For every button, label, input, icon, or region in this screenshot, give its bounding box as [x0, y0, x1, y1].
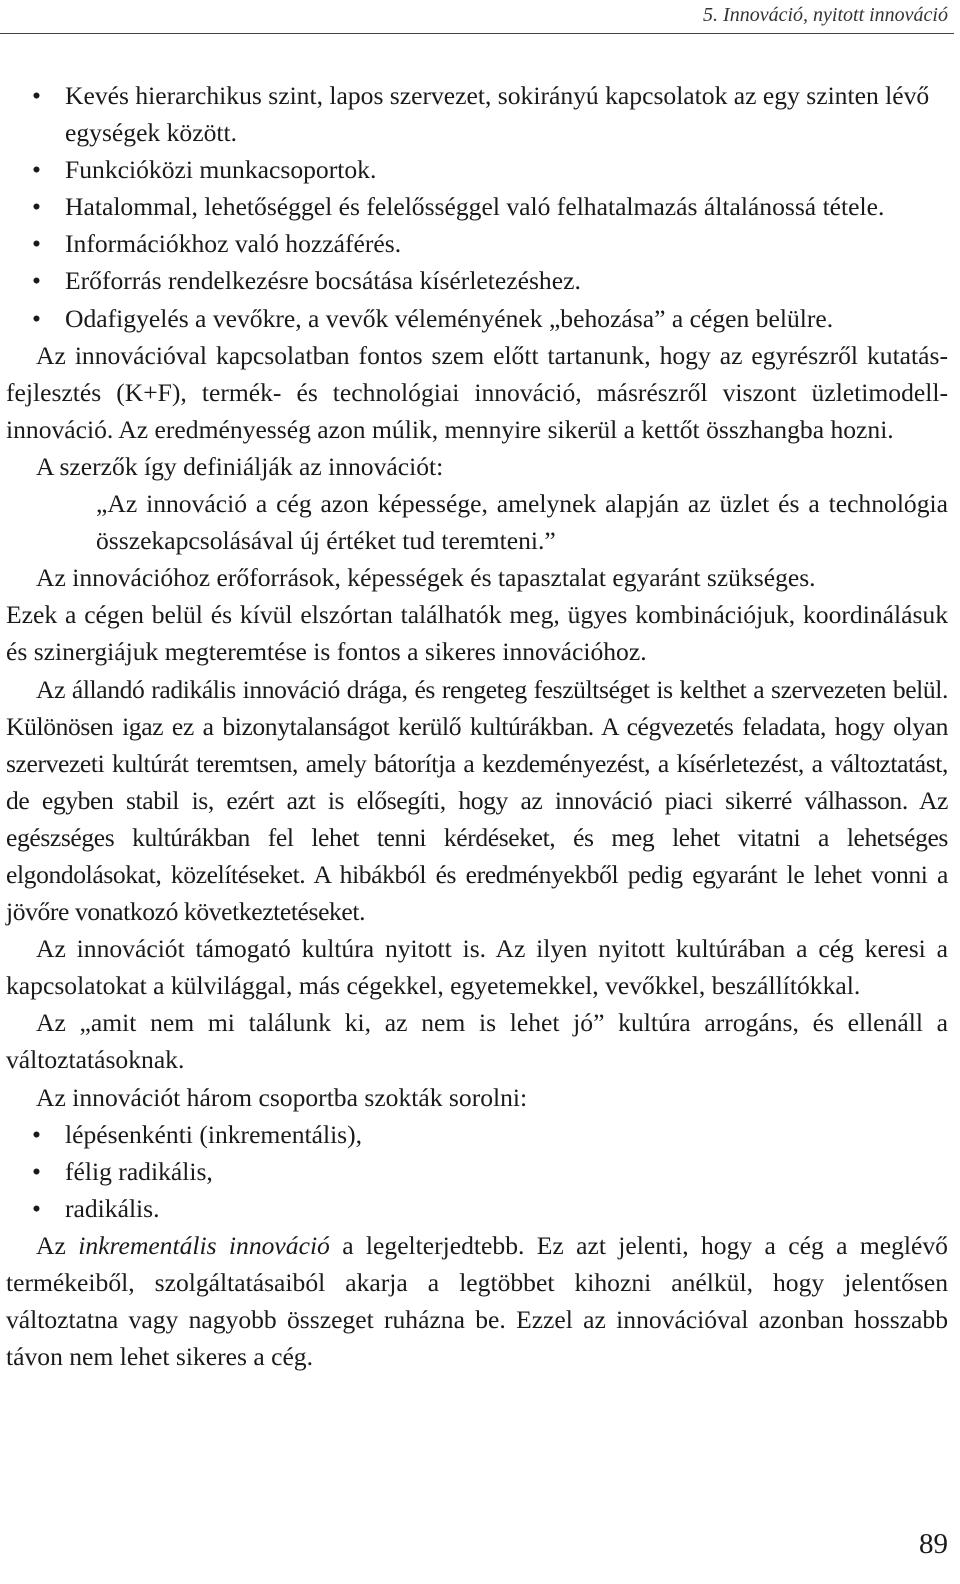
paragraph: Az állandó radikális innováció drága, és rengeteg feszültséget is kelthet a szervezeten belül. Különösen igaz ez a bizonytalanságot kerülő kultúrákban. A cégvezetés feladata, hogy olyan szervezeti kultúrát teremtsen, amely bátorítja a kezdeményezést, a kísérletezést, a változtatást, de egyben stabil is, ezért azt is elősegíti, hogy az innováció piaci sikerré válhasson. Az egészséges kultúrákban fel lehet tenni kérdéseket, és meg lehet vitatni a lehetséges elgondolásokat, közelítéseket. A hibákból és eredményekből pedig egyaránt le lehet vonni a jövőre vonatkozó következtetéseket. — [6, 674, 948, 927]
header-rule — [0, 33, 954, 34]
list-item: • Kevés hierarchikus szint, lapos szervezet, sokirányú kapcsolatok az egy szinten lévő egységek között. — [6, 77, 948, 151]
paragraph: Az „amit nem mi találunk ki, az nem is lehet jó” kultúra arrogáns, és ellenáll a változtatásoknak. — [6, 1008, 948, 1075]
paragraph: Az innovációt támogató kultúra nyitott is. Az ilyen nyitott kultúrában a cég keresi a kapcsolatokat a külvilággal, más cégekkel, egyetemekkel, vevőkkel, beszállítókkal. — [6, 934, 948, 1001]
paragraph: Az innovációt három csoportba szokták sorolni: — [36, 1082, 528, 1112]
paragraph: Az innovációhoz erőforrások, képességek és tapasztalat egyaránt szükséges. — [36, 563, 816, 593]
list-item: • Funkcióközi munkacsoportok. — [6, 151, 948, 188]
running-head-title: 5. Innováció, nyitott innováció — [703, 4, 948, 26]
paragraph-lead: Az — [36, 1230, 79, 1260]
list-item: • Információkhoz való hozzáférés. — [6, 225, 948, 262]
definition-quote: „Az innováció a cég azon képessége, amelynek alapján az üzlet és a technológia összekapcsolásával új értéket tud teremteni.” — [96, 489, 948, 556]
paragraph-rest: a legelterjedtebb. Ez azt jelenti, hogy a cég a meglévő termékeiből, szolgáltatásaiból akarja a legtöbbet kihozni anélkül, hogy jelentősen változtatna vagy nagyobb összeget ruházna be. Ezzel az innovációval azonban hosszabb távon nem lehet sikeres a cég. — [6, 1230, 948, 1372]
paragraph: A szerzők így definiálják az innovációt: — [36, 451, 444, 481]
innovation-types-list — [6, 1116, 948, 1227]
emphasis-term: inkrementális innováció — [78, 1230, 330, 1260]
list-item: • félig radikális, — [6, 1153, 948, 1190]
list-item: • radikális. — [6, 1190, 948, 1227]
paragraph — [6, 1227, 948, 1375]
list-item: • Hatalommal, lehetőséggel és felelősséggel való felhatalmazás általánossá tétele. — [6, 188, 948, 225]
list-item: • lépésenkénti (inkrementális), — [6, 1116, 948, 1153]
list-item: • Odafigyelés a vevőkre, a vevők véleményének „behozása” a cégen belülre. — [6, 300, 948, 337]
list-item: • Erőforrás rendelkezésre bocsátása kísérletezéshez. — [6, 262, 948, 299]
culture-bullet-list — [6, 77, 948, 337]
page-body — [6, 77, 948, 1375]
paragraph: Ezek a cégen belül és kívül elszórtan találhatók meg, ügyes kombinációjuk, koordinálásuk és szinergiájuk megteremtése is fontos a sikeres innovációhoz. — [6, 600, 948, 667]
paragraph: Az innovációval kapcsolatban fontos szem előtt tartanunk, hogy az egyrészről kutatás-fejlesztés (K+F), termék- és technológiai innováció, másrészről viszont üzletimodell-innováció. Az eredményesség azon múlik, mennyire sikerül a kettőt összhangba hozni. — [6, 340, 948, 444]
page-number: 89 — [919, 1528, 948, 1560]
